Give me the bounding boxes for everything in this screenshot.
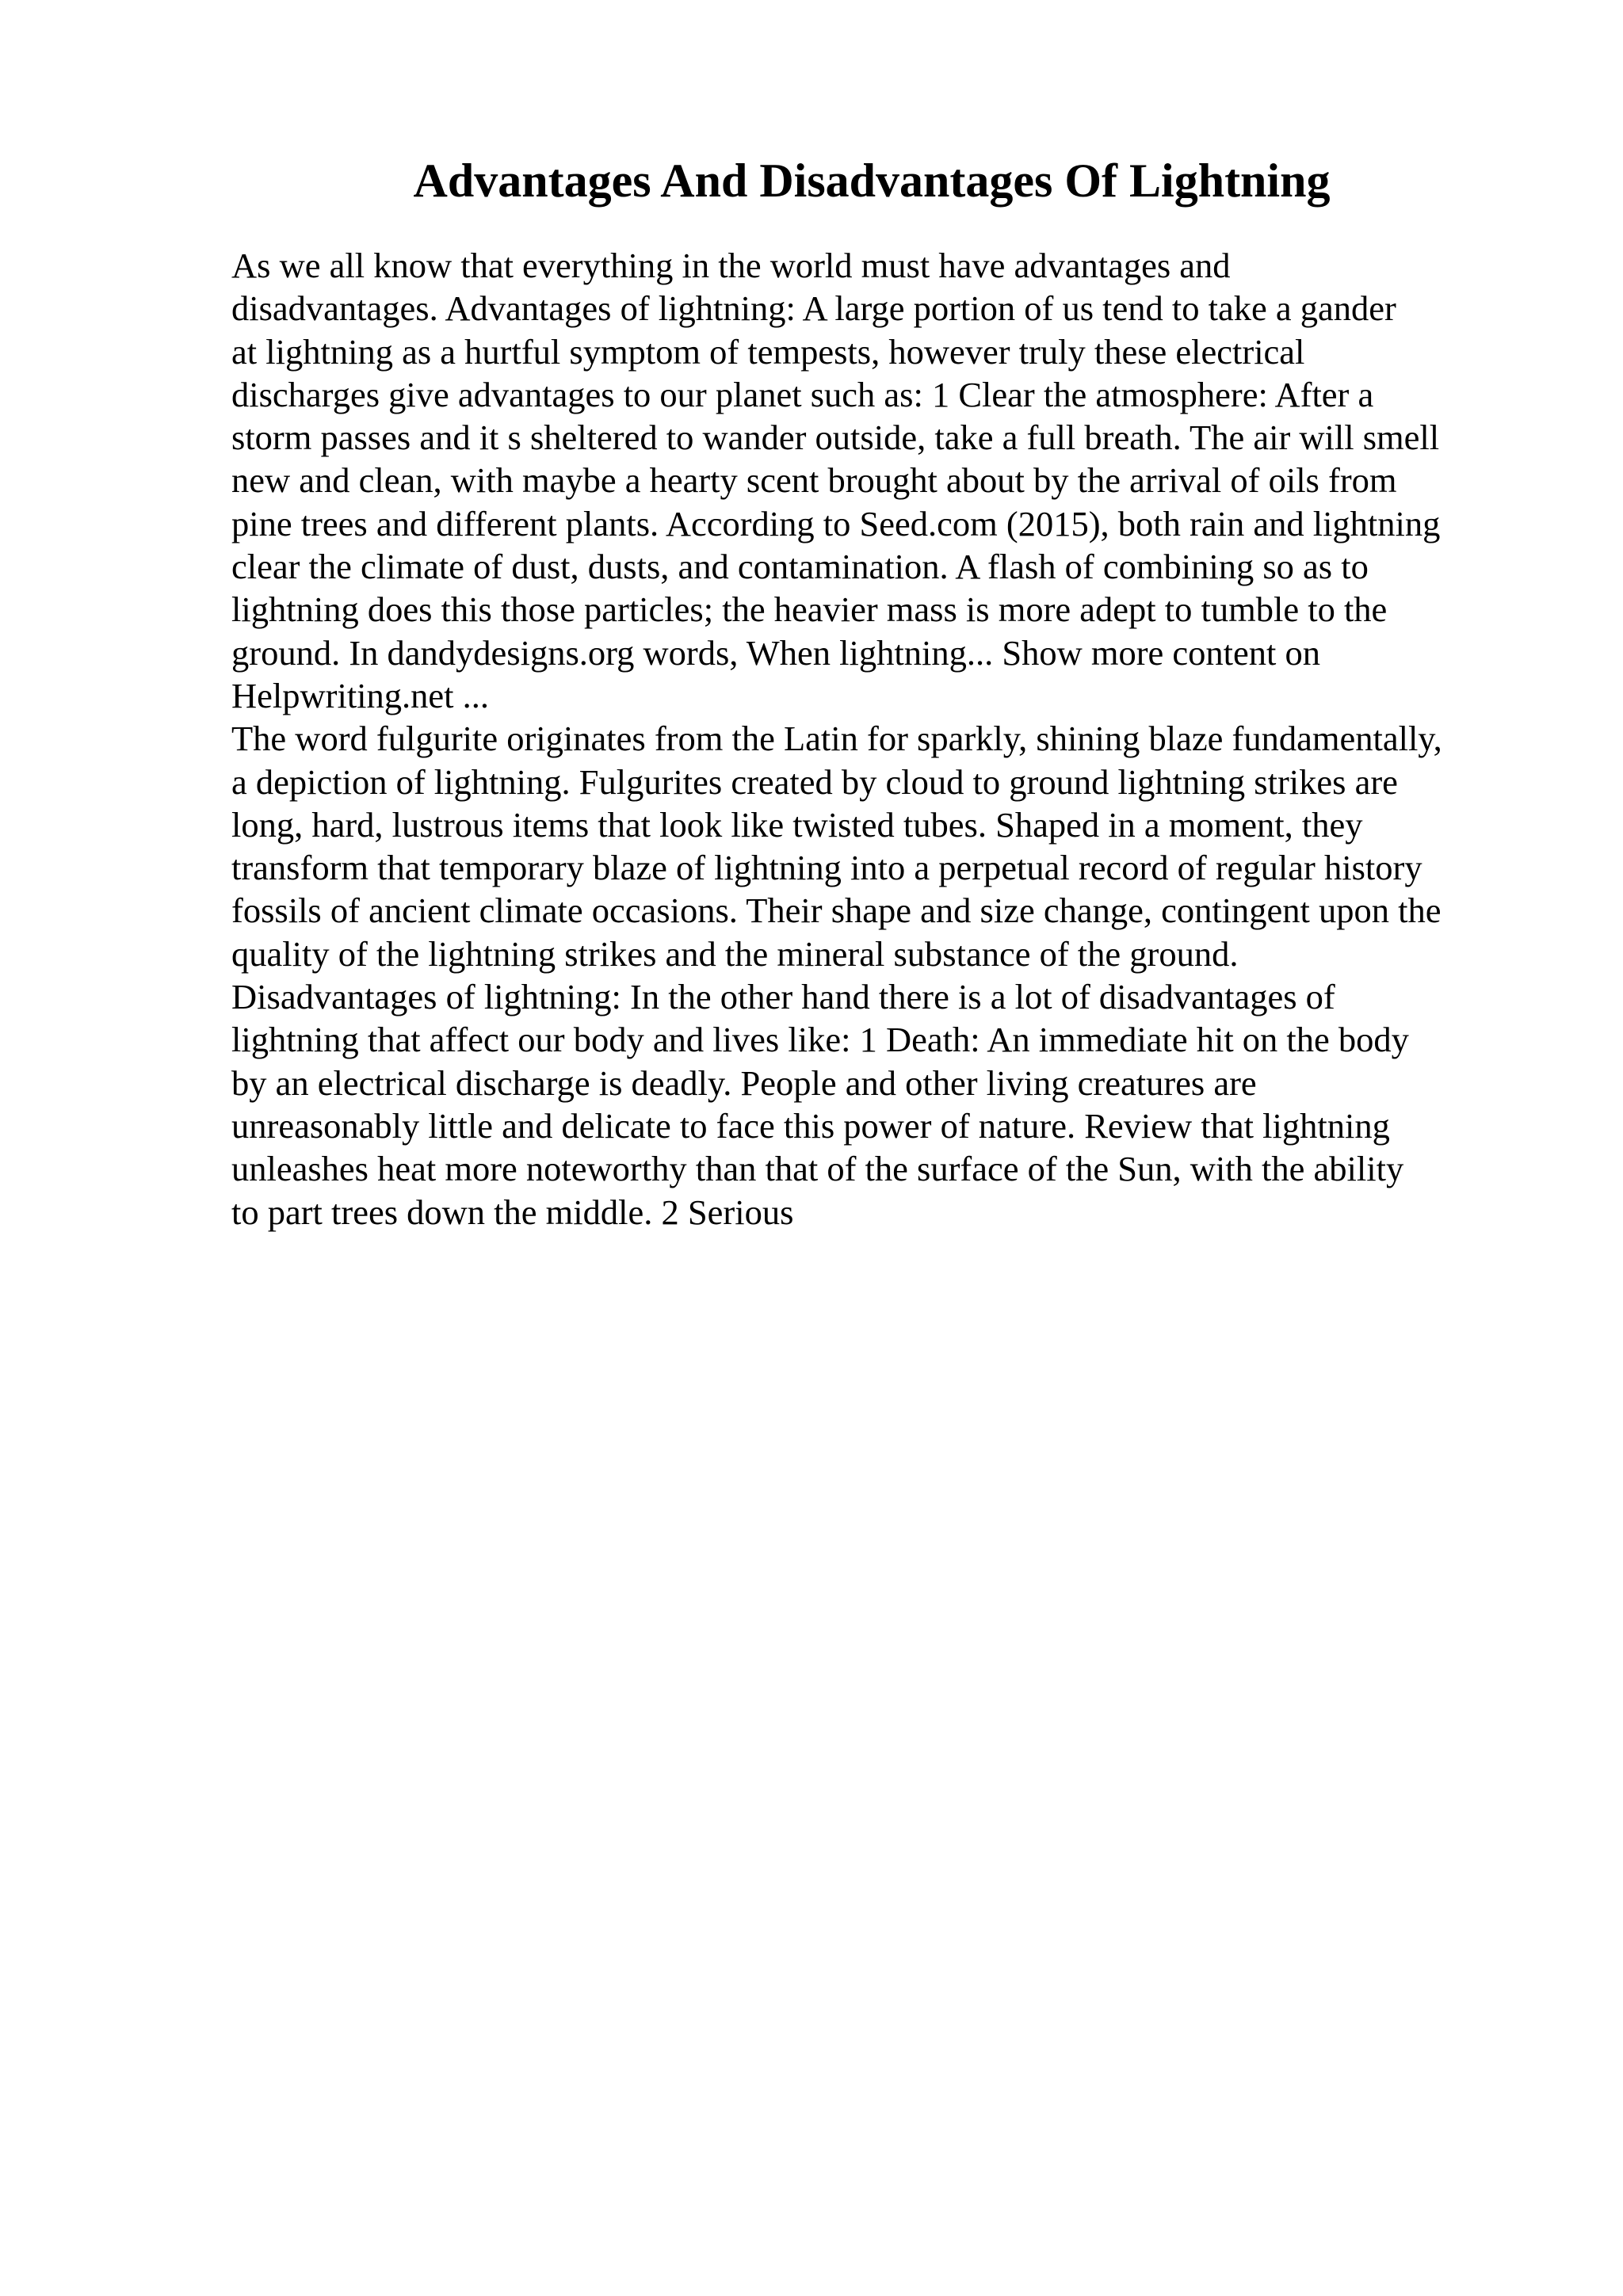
document-title: Advantages And Disadvantages Of Lightning bbox=[413, 154, 1331, 207]
text-line: a depiction of lightning. Fulgurites created by cloud to ground lightning strikes are bbox=[231, 761, 1398, 802]
text-line: to part trees down the middle. 2 Serious bbox=[231, 1192, 794, 1232]
text-line: ground. In dandydesigns.org words, When lightning... Show more content on bbox=[231, 632, 1321, 673]
text-line: long, hard, lustrous items that look like twisted tubes. Shaped in a moment, they bbox=[231, 804, 1363, 845]
text-line: The word fulgurite originates from the Latin for sparkly, shining blaze fundamentally, bbox=[231, 719, 1442, 759]
text-line: lightning does this those particles; the heavier mass is more adept to tumble to the bbox=[231, 589, 1388, 630]
text-line: clear the climate of dust, dusts, and contamination. A flash of combining so as to bbox=[231, 547, 1369, 587]
text-line: Helpwriting.net ... bbox=[231, 675, 490, 715]
text-line: by an electrical discharge is deadly. People and other living creatures are bbox=[231, 1062, 1257, 1103]
text-line: fossils of ancient climate occasions. Their shape and size change, contingent upon the bbox=[231, 891, 1442, 931]
text-line: storm passes and it s sheltered to wander outside, take a full breath. The air will smell bbox=[231, 418, 1440, 458]
text-line: Disadvantages of lightning: In the other hand there is a lot of disadvantages of bbox=[231, 977, 1335, 1017]
text-line: at lightning as a hurtful symptom of tempests, however truly these electrical bbox=[231, 331, 1305, 372]
text-line: transform that temporary blaze of lightning into a perpetual record of regular history bbox=[231, 848, 1423, 888]
text-line: quality of the lightning strikes and the mineral substance of the ground. bbox=[231, 933, 1239, 974]
text-line: lightning that affect our body and lives like: 1 Death: An immediate hit on the body bbox=[231, 1020, 1409, 1060]
text-line: unreasonably little and delicate to face this power of nature. Review that lightning bbox=[231, 1105, 1390, 1146]
text-line: pine trees and different plants. According to Seed.com (2015), both rain and lightning bbox=[231, 503, 1441, 543]
text-line: disadvantages. Advantages of lightning: A large portion of us tend to take a gander bbox=[231, 288, 1396, 329]
document-body bbox=[231, 244, 1531, 1234]
text-line: As we all know that everything in the world must have advantages and bbox=[231, 246, 1231, 285]
text-line: discharges give advantages to our planet such as: 1 Clear the atmosphere: After a bbox=[231, 374, 1374, 414]
text-line: new and clean, with maybe a hearty scent brought about by the arrival of oils from bbox=[231, 460, 1397, 501]
text-line: unleashes heat more noteworthy than that of the surface of the Sun, with the ability bbox=[231, 1149, 1404, 1189]
